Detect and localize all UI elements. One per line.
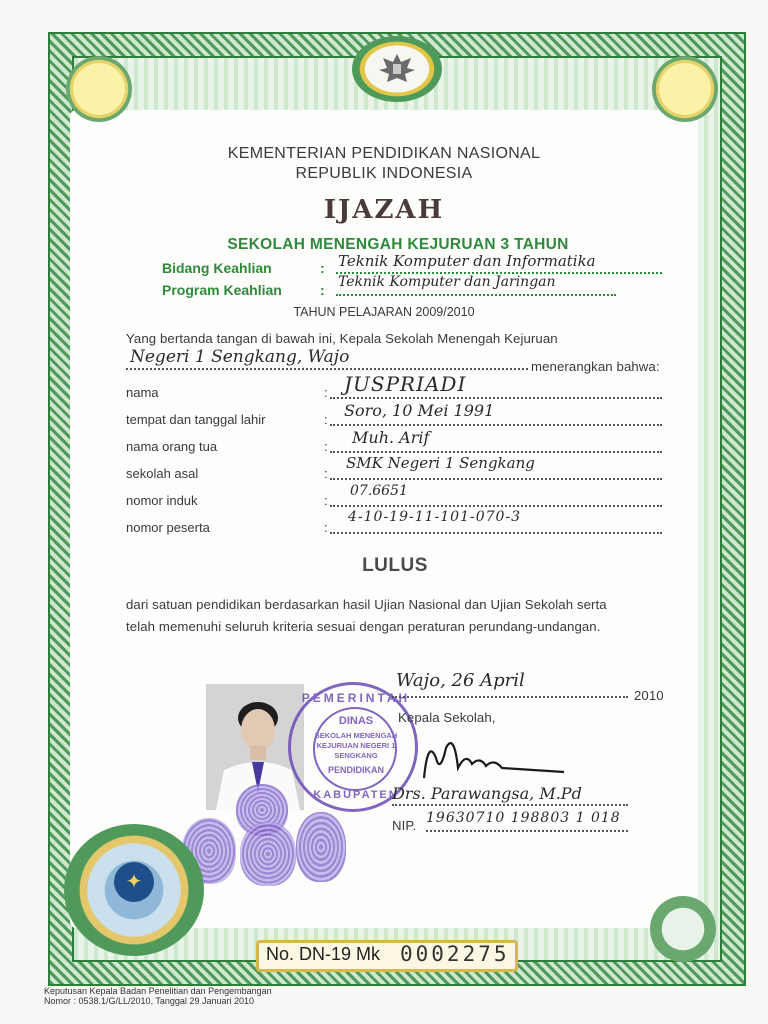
bidang-keahlian-label: Bidang Keahlian (162, 260, 272, 276)
tut-wuri-handayani-seal-icon: ✦ (114, 862, 154, 902)
footnote-line-1: Keputusan Kepala Badan Penelitian dan Pengembangan (44, 986, 272, 996)
medal-ornament (650, 896, 716, 962)
field-label-nomor-peserta: nomor peserta (126, 520, 210, 535)
corner-ornament-top-right (652, 56, 718, 122)
field-label-orang-tua: nama orang tua (126, 439, 218, 454)
stamp-line-1: DINAS (338, 715, 374, 727)
field-value-ttl: Soro, 10 Mei 1991 (344, 401, 495, 420)
school-type-heading: SEKOLAH MENENGAH KEJURUAN 3 TAHUN (227, 236, 569, 253)
certificate-sheet: KEMENTERIAN PENDIDIKAN NASIONAL REPUBLIK INDONESIA IJAZAH SEKOLAH MENENGAH KEJURUAN 3 TAHUN Bidang Keahlian : Teknik Komputer dan Informatika Program Keahlian : Teknik Komputer dan Jaringan TAHUN PELAJARAN 2009/2010 Yang bertanda tangan di bawah ini, Kepala Sekolah Menengah Kejuruan Negeri 1 Sengkang, Wajo menerangkan bahwa: nama : JUSPRIADI tempat dan tanggal lahir : Soro, 10 Mei 1991 nama orang tua : Muh. Arif sekolah asal : SMK Negeri 1 Sengkang nomor induk : 07.6651 nomor peserta : 4-10-19-11-101-070-3 LULUS dari satuan pendidikan berdasarkan hasil Ujian Nasional dan Ujian Sekolah serta telah memenuhi seluruh kriteria sesuai dengan peraturan perundang-undangan. PEMERINTAH DINAS SEKOLAH MENENGAH KEJURUAN NEGERI 1 SENGKANG PENDIDIKAN KABUPATEN Wajo, 26 April 2010 Kepala Sekolah, Drs. Parawangsa, M.Pd NIP. 19630710 198803 1 018 ✦ No. DN-19 Mk 0002275 Keputusan Kepala Badan Penelitian dan Pengembangan Nomor : 0538.1/G/LL/2010, Tanggal 29 Januari 2010 (0, 0, 768, 1024)
intro-line: Yang bertanda tangan di bawah ini, Kepala Sekolah Menengah Kejuruan (126, 331, 558, 346)
fingerprint-3 (240, 822, 296, 886)
nip-label: NIP. (392, 818, 417, 833)
field-value-sekolah-asal: SMK Negeri 1 Sengkang (346, 454, 535, 472)
signature-title: Kepala Sekolah, (398, 710, 496, 725)
field-label-sekolah-asal: sekolah asal (126, 466, 199, 481)
signature-place-date: Wajo, 26 April (396, 670, 525, 691)
stamp-line-2: SEKOLAH MENENGAH (314, 731, 398, 740)
serial-number: 0002275 (400, 942, 510, 966)
bidang-colon: : (320, 260, 325, 276)
footnote-line-2: Nomor : 0538.1/G/LL/2010, Tanggal 29 Januari 2010 (44, 996, 254, 1006)
field-value-nomor-peserta: 4-10-19-11-101-070-3 (348, 509, 522, 525)
field-label-ttl: tempat dan tanggal lahir (126, 412, 266, 427)
field-value-nomor-induk: 07.6651 (350, 483, 408, 499)
field-value-orang-tua: Muh. Arif (352, 428, 430, 447)
stamp-line-3: KEJURUAN NEGERI 1 (316, 741, 396, 750)
stamp-line-5: PENDIDIKAN (327, 765, 384, 775)
principal-name: Drs. Parawangsa, M.Pd (392, 784, 582, 803)
program-colon: : (320, 282, 325, 298)
corner-ornament-top-left (66, 56, 132, 122)
result-text-line-2: telah memenuhi seluruh kriteria sesuai dengan peraturan perundang-undangan. (126, 619, 601, 634)
hologram-seal (64, 824, 204, 956)
garuda-emblem-icon (352, 36, 442, 102)
ministry-line-1: KEMENTERIAN PENDIDIKAN NASIONAL (227, 145, 541, 162)
result-status: LULUS (362, 555, 428, 576)
stamp-bottom: KABUPATEN (313, 789, 399, 801)
bidang-keahlian-value: Teknik Komputer dan Informatika (338, 252, 596, 270)
field-label-nomor-induk: nomor induk (126, 493, 198, 508)
result-text-line-1: dari satuan pendidikan berdasarkan hasil Ujian Nasional dan Ujian Sekolah serta (126, 597, 607, 612)
states-text: menerangkan bahwa: (531, 359, 660, 374)
nip-value: 19630710 198803 1 018 (426, 810, 621, 826)
principal-signature (414, 728, 584, 788)
certificate-title: IJAZAH (323, 195, 445, 225)
academic-year: TAHUN PELAJARAN 2009/2010 (293, 305, 475, 319)
ministry-line-2: REPUBLIK INDONESIA (295, 165, 473, 182)
stamp-top: PEMERINTAH (301, 691, 411, 705)
serial-prefix: No. DN-19 Mk (266, 944, 381, 964)
field-label-nama: nama (126, 385, 159, 400)
school-name: Negeri 1 Sengkang, Wajo (130, 347, 350, 367)
ministry-heading (0, 144, 768, 184)
program-keahlian-value: Teknik Komputer dan Jaringan (338, 274, 556, 290)
field-value-nama: JUSPRIADI (344, 372, 467, 396)
program-keahlian-label: Program Keahlian (162, 282, 282, 298)
fingerprint-4 (296, 812, 346, 882)
stamp-line-4: SENGKANG (334, 751, 378, 760)
signature-year: 2010 (634, 688, 664, 703)
